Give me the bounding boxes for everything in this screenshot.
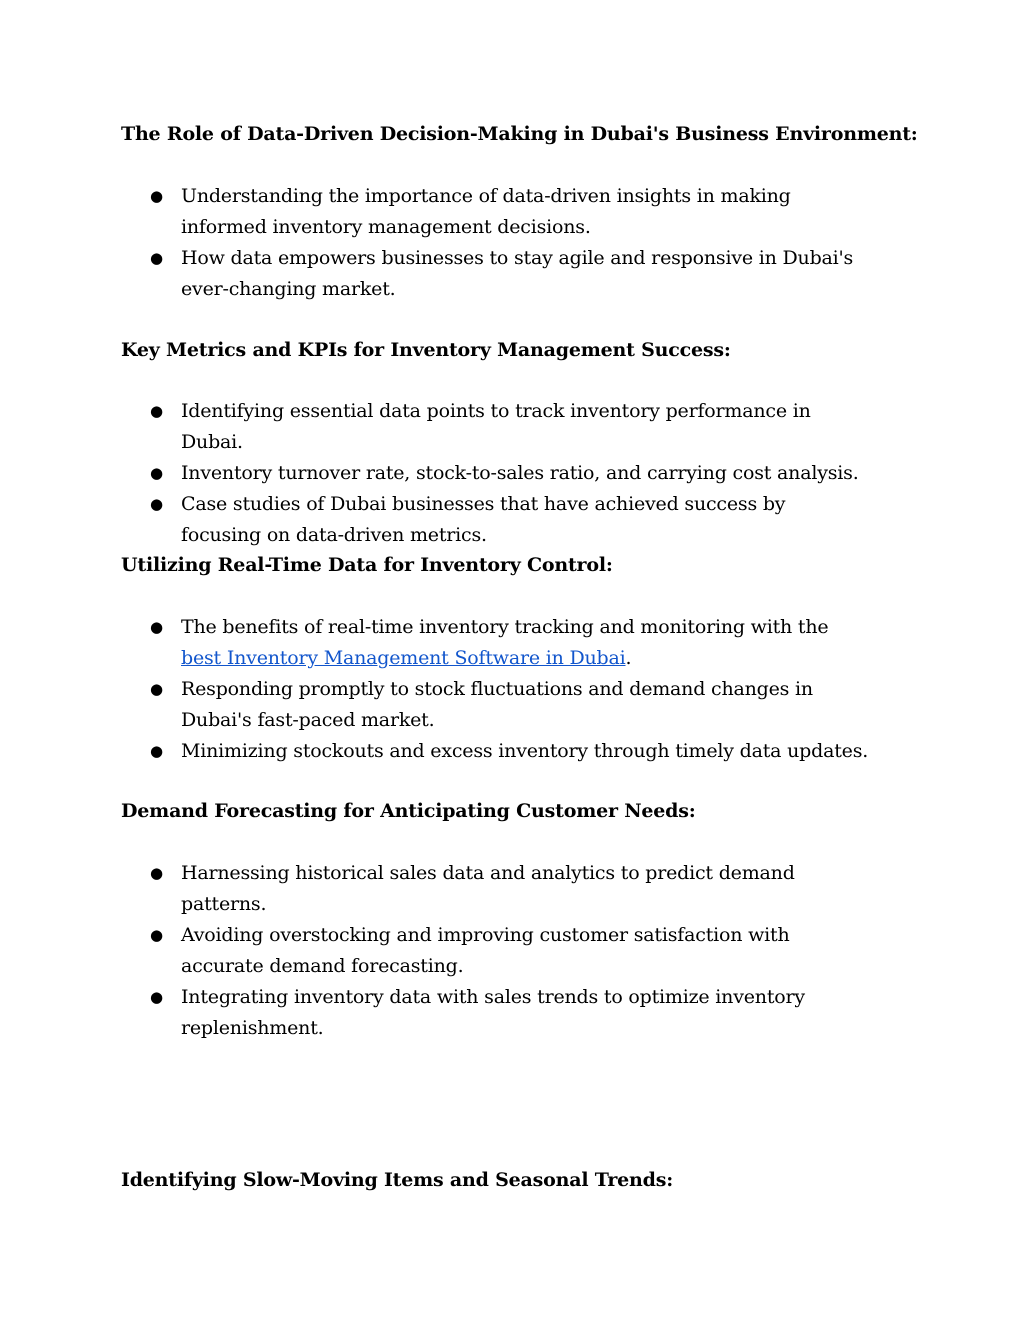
- list-item-text: Understanding the importance of data-driven insights in making informed inventory management decisions.: [181, 185, 791, 238]
- list-item-text: How data empowers businesses to stay agile and responsive in Dubai's ever-changing market.: [181, 247, 854, 300]
- bullet-icon: ●: [150, 402, 163, 420]
- list-item: [150, 674, 870, 736]
- section-heading-data-driven-decision-making: The Role of Data-Driven Decision-Making in Dubai's Business Environment:: [121, 123, 918, 145]
- list-item-text: Minimizing stockouts and excess inventory through timely data updates.: [181, 740, 869, 762]
- section-heading-slow-moving-items: Identifying Slow-Moving Items and Seasonal Trends:: [121, 1169, 674, 1191]
- list-item: [150, 243, 870, 305]
- bullet-icon: ●: [150, 742, 163, 760]
- bullet-icon: ●: [150, 187, 163, 205]
- bullet-list-demand-forecasting: [150, 858, 870, 1044]
- list-item: [150, 612, 870, 674]
- section-heading-real-time-data: Utilizing Real-Time Data for Inventory Control:: [121, 554, 613, 576]
- section-heading-key-metrics: Key Metrics and KPIs for Inventory Management Success:: [121, 339, 731, 361]
- list-item-text: Harnessing historical sales data and analytics to predict demand patterns.: [181, 862, 795, 915]
- inventory-software-link[interactable]: best Inventory Management Software in Dubai: [181, 647, 626, 669]
- bullet-icon: ●: [150, 495, 163, 513]
- bullet-list-key-metrics: [150, 396, 870, 551]
- list-item-text-end: .: [625, 647, 632, 669]
- list-item-text: Case studies of Dubai businesses that have achieved success by focusing on data-driven metrics.: [181, 493, 786, 546]
- list-item: [150, 489, 870, 551]
- bullet-icon: ●: [150, 618, 163, 636]
- bullet-list-real-time-data: [150, 612, 870, 767]
- list-item: [150, 736, 870, 767]
- bullet-list-data-driven-decision-making: [150, 181, 870, 305]
- bullet-icon: ●: [150, 988, 163, 1006]
- list-item-text: The benefits of real-time inventory tracking and monitoring with the: [181, 616, 829, 638]
- bullet-icon: ●: [150, 926, 163, 944]
- list-item-text: Responding promptly to stock fluctuations and demand changes in Dubai's fast-paced market.: [181, 678, 813, 731]
- bullet-icon: ●: [150, 864, 163, 882]
- list-item: [150, 458, 870, 489]
- section-heading-demand-forecasting: Demand Forecasting for Anticipating Customer Needs:: [121, 800, 696, 822]
- list-item: [150, 982, 870, 1044]
- list-item-text: Integrating inventory data with sales trends to optimize inventory replenishment.: [181, 986, 805, 1039]
- list-item-text: Avoiding overstocking and improving customer satisfaction with accurate demand forecasting.: [181, 924, 790, 977]
- list-item-text: Identifying essential data points to track inventory performance in Dubai.: [181, 400, 811, 453]
- list-item: [150, 858, 870, 920]
- list-item: [150, 920, 870, 982]
- bullet-icon: ●: [150, 464, 163, 482]
- list-item: [150, 396, 870, 458]
- list-item-text: Inventory turnover rate, stock-to-sales ratio, and carrying cost analysis.: [181, 462, 859, 484]
- bullet-icon: ●: [150, 249, 163, 267]
- list-item: [150, 181, 870, 243]
- bullet-icon: ●: [150, 680, 163, 698]
